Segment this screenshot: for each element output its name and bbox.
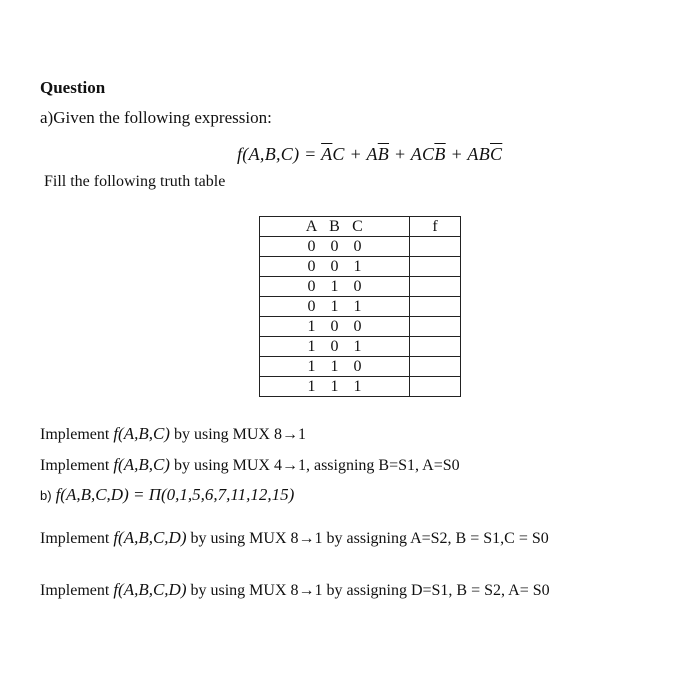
- expr-term4-bar: $\overline{C}$: [490, 144, 503, 164]
- truth-table-cell-c: 1: [346, 377, 410, 397]
- expr-term1-rest: C +: [332, 144, 367, 164]
- task1-function: f(A,B,C): [113, 424, 170, 443]
- task4-function: f(A,B,C,D): [113, 580, 187, 599]
- truth-table-cell-c: 1: [346, 297, 410, 317]
- truth-table-cell-b: 1: [323, 377, 346, 397]
- truth-table-cell-f[interactable]: [410, 337, 461, 357]
- truth-table-cell-c: 1: [346, 257, 410, 277]
- expr-term1-bar: $\overline{A}$: [321, 144, 333, 164]
- truth-table-cell-b: 1: [323, 357, 346, 377]
- header-f: f: [410, 217, 461, 237]
- part-b-label: b): [40, 488, 52, 503]
- expr-term2-plus: +: [389, 144, 411, 164]
- truth-table-cell-c: 0: [346, 317, 410, 337]
- expr-term4-ab: AB: [467, 144, 490, 164]
- part-b-expression: [40, 485, 294, 505]
- task3-prefix: Implement: [40, 530, 114, 547]
- truth-table-row: [260, 277, 461, 297]
- truth-table-cell-f[interactable]: [410, 277, 461, 297]
- expr-term3-bar: $\overline{B}$: [434, 144, 446, 164]
- task1-prefix: Implement: [40, 426, 114, 443]
- expr-term2-bar: $\overline{B}$: [377, 144, 390, 164]
- expr-term3-ac: AC: [410, 144, 435, 164]
- expr-lhs: f(A,B,C) =: [237, 144, 322, 164]
- task1-suffix: by using MUX 8→1: [169, 426, 306, 443]
- truth-table-row: [260, 337, 461, 357]
- truth-table-cell-c: 1: [346, 337, 410, 357]
- task2-prefix: Implement: [40, 457, 114, 474]
- truth-table-cell-c: 0: [346, 277, 410, 297]
- truth-table-cell-b: 0: [323, 317, 346, 337]
- truth-table-cell-c: 0: [346, 357, 410, 377]
- task-mux-8-1-b: [40, 580, 550, 600]
- truth-table-cell-f[interactable]: [410, 257, 461, 277]
- task2-function: f(A,B,C): [113, 455, 170, 474]
- fill-instruction: Fill the following truth table: [44, 173, 226, 190]
- question-heading: Question: [40, 78, 106, 97]
- header-a: A: [260, 217, 324, 237]
- truth-table-cell-a: 0: [260, 297, 324, 317]
- header-c: C: [346, 217, 410, 237]
- truth-table-row: [260, 257, 461, 277]
- truth-table-cell-b: 1: [323, 297, 346, 317]
- part-b-product: f(A,B,C,D) = Π(0,1,5,6,7,11,12,15): [55, 485, 295, 504]
- truth-table-cell-a: 1: [260, 317, 324, 337]
- task3-suffix: by using MUX 8→1 by assigning A=S2, B = S1,C = S0: [186, 530, 549, 547]
- task2-suffix: by using MUX 4→1, assigning B=S1, A=S0: [169, 457, 460, 474]
- truth-table-cell-b: 0: [323, 337, 346, 357]
- truth-table-row: [260, 357, 461, 377]
- task-mux-8-1-a: [40, 528, 549, 548]
- truth-table-cell-b: 1: [323, 277, 346, 297]
- task4-suffix: by using MUX 8→1 by assigning D=S1, B = S2, A= S0: [186, 582, 550, 599]
- expr-term3-plus: +: [445, 144, 468, 164]
- truth-table-cell-a: 1: [260, 337, 324, 357]
- truth-table-cell-f[interactable]: [410, 317, 461, 337]
- task3-function: f(A,B,C,D): [113, 528, 187, 547]
- boolean-expression: [237, 144, 502, 165]
- header-b: B: [323, 217, 346, 237]
- task4-prefix: Implement: [40, 582, 114, 599]
- truth-table-row: [260, 377, 461, 397]
- truth-table-row: [260, 297, 461, 317]
- truth-table-cell-f[interactable]: [410, 297, 461, 317]
- expr-term2-a: A: [366, 144, 378, 164]
- truth-table-cell-f[interactable]: [410, 377, 461, 397]
- truth-table-cell-f[interactable]: [410, 357, 461, 377]
- truth-table-row: [260, 237, 461, 257]
- truth-table-cell-f[interactable]: [410, 237, 461, 257]
- truth-table-header-row: [260, 217, 461, 237]
- truth-table-cell-a: 0: [260, 277, 324, 297]
- truth-table-row: [260, 317, 461, 337]
- truth-table-cell-b: 0: [323, 257, 346, 277]
- truth-table-cell-a: 0: [260, 257, 324, 277]
- truth-table-cell-a: 1: [260, 377, 324, 397]
- truth-table: [259, 216, 461, 397]
- part-a-intro: a)Given the following expression:: [40, 108, 272, 127]
- task-mux-8-1: [40, 424, 306, 444]
- truth-table-cell-c: 0: [346, 237, 410, 257]
- truth-table-cell-a: 0: [260, 237, 324, 257]
- truth-table-cell-b: 0: [323, 237, 346, 257]
- truth-table-cell-a: 1: [260, 357, 324, 377]
- task-mux-4-1: [40, 455, 460, 475]
